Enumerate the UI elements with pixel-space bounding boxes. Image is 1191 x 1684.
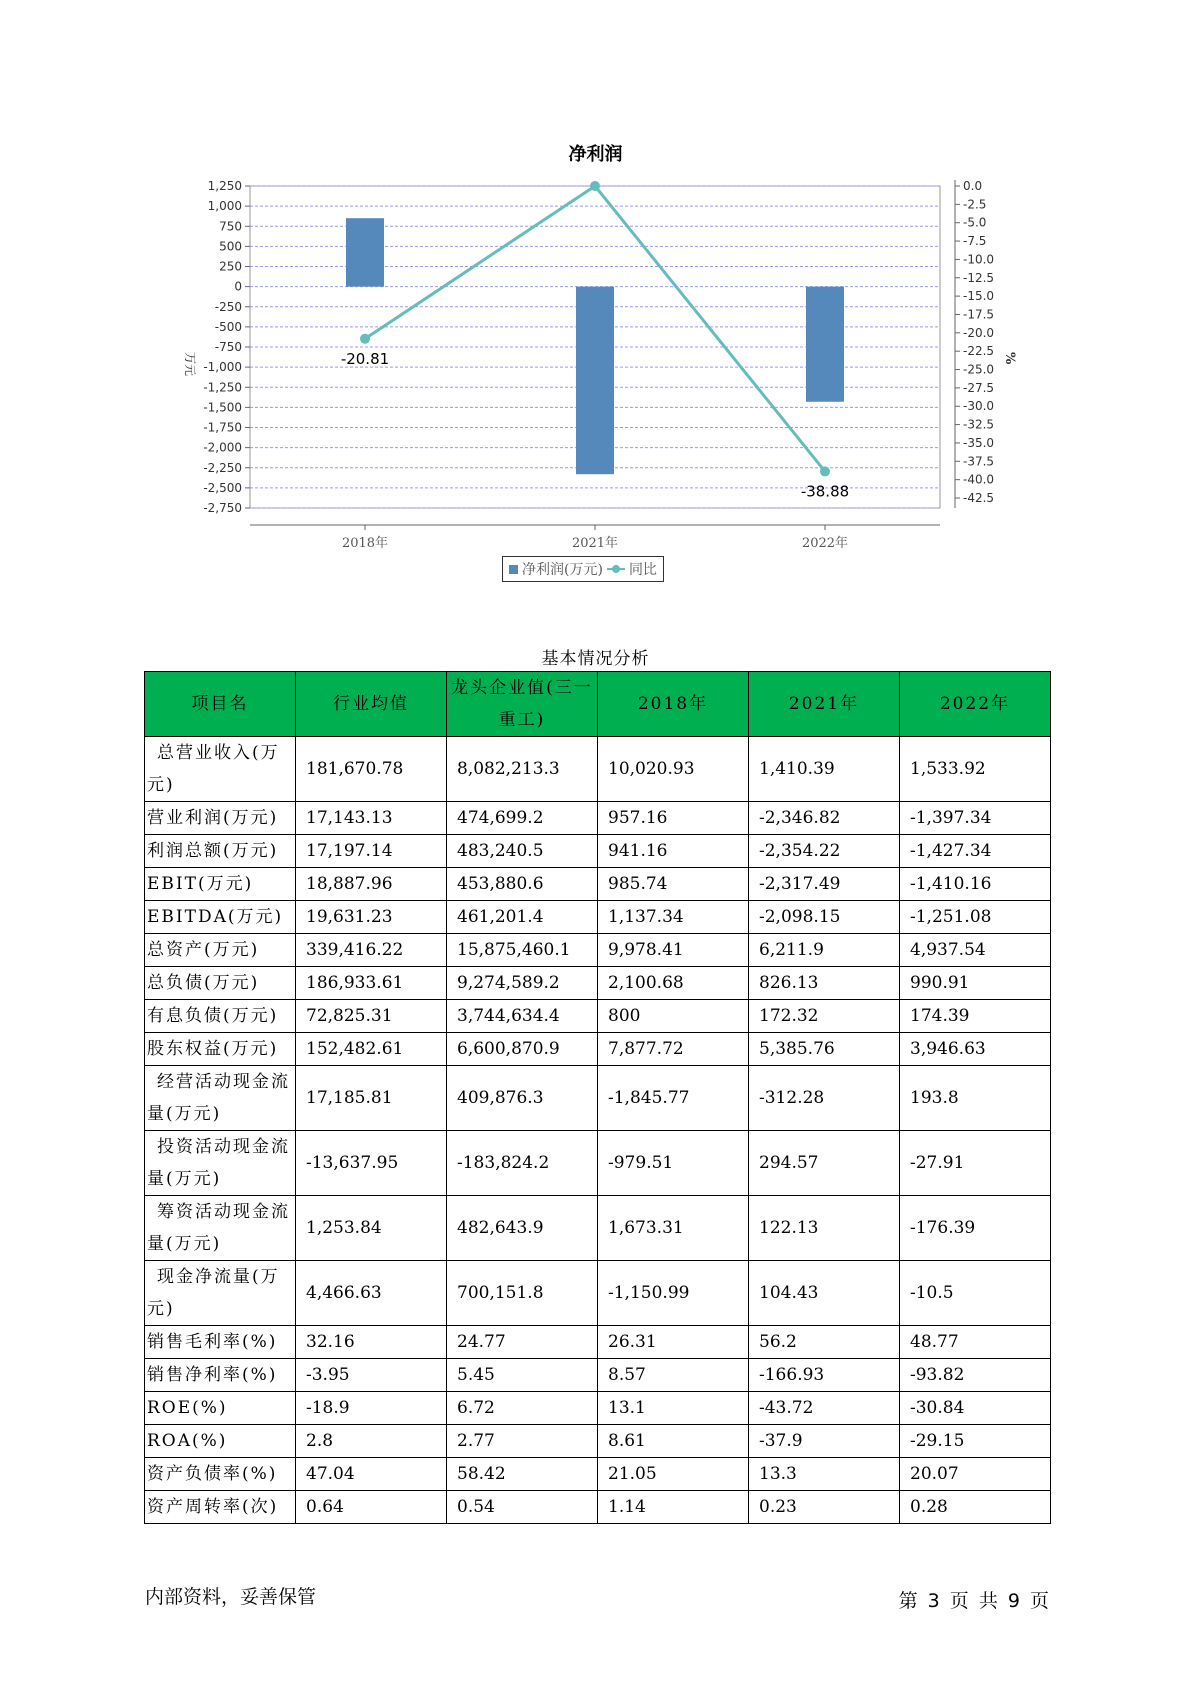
table-row [145,1033,1051,1066]
row-value: 17,143.13 [296,802,447,835]
table-row [145,1066,1051,1131]
row-label: 有息负债(万元) [145,1000,296,1033]
row-value: 13.3 [749,1458,900,1491]
row-label: 销售毛利率(%) [145,1326,296,1359]
row-label: 筹资活动现金流量(万元) [145,1196,296,1261]
row-value: -30.84 [900,1392,1051,1425]
footer-page-number: 第 3 页 共 9 页 [898,1590,1049,1612]
y2-tick-label: -25.0 [963,362,995,377]
row-value: 9,274,589.2 [447,967,598,1000]
row-value: -18.9 [296,1392,447,1425]
row-value: -1,397.34 [900,802,1051,835]
row-value: 1,533.92 [900,737,1051,802]
yoy-data-label: -20.81 [340,349,390,368]
y2-tick-label: -7.5 [963,234,987,249]
y2-tick-label: -27.5 [963,380,995,395]
row-label: 总营业收入(万元) [145,737,296,802]
row-value: -27.91 [900,1131,1051,1196]
row-value: 985.74 [598,868,749,901]
y-axis-title: 万元 [183,352,197,377]
row-value: -37.9 [749,1425,900,1458]
row-value: -176.39 [900,1196,1051,1261]
net-profit-bar [806,287,844,402]
row-value: 294.57 [749,1131,900,1196]
header-2021: 2021年 [749,672,900,737]
table-row [145,1491,1051,1524]
legend-line-label: 同比 [628,562,657,578]
row-value: 482,643.9 [447,1196,598,1261]
row-value: 8.61 [598,1425,749,1458]
table-row [145,1326,1051,1359]
row-value: 18,887.96 [296,868,447,901]
row-value: 17,197.14 [296,835,447,868]
legend-bar-swatch [509,565,518,574]
row-value: -1,150.99 [598,1261,749,1326]
table-title: 基本情况分析 [541,649,650,669]
row-value: -312.28 [749,1066,900,1131]
row-label: 营业利润(万元) [145,802,296,835]
row-value: 122.13 [749,1196,900,1261]
row-value: 152,482.61 [296,1033,447,1066]
table-row [145,868,1051,901]
row-value: 5.45 [447,1359,598,1392]
y-tick-label: -1,500 [203,400,242,415]
row-value: 10,020.93 [598,737,749,802]
table-row [145,1131,1051,1196]
chart-title: 净利润 [568,144,623,165]
row-value: -93.82 [900,1359,1051,1392]
row-label: 总资产(万元) [145,934,296,967]
row-value: -3.95 [296,1359,447,1392]
y2-tick-label: 0.0 [963,179,983,193]
table-row [145,967,1051,1000]
row-value: 48.77 [900,1326,1051,1359]
row-value: -979.51 [598,1131,749,1196]
row-value: 6,211.9 [749,934,900,967]
y-tick-label: -2,750 [203,501,242,515]
row-value: 4,937.54 [900,934,1051,967]
row-value: 474,699.2 [447,802,598,835]
y-tick-label: -2,000 [203,440,242,455]
row-value: 0.23 [749,1491,900,1524]
row-value: 6.72 [447,1392,598,1425]
row-value: 72,825.31 [296,1000,447,1033]
row-value: 1,137.34 [598,901,749,934]
row-value: -1,427.34 [900,835,1051,868]
y-tick-label: 250 [219,259,242,274]
y2-tick-label: -20.0 [963,325,995,340]
yoy-point [360,334,370,344]
y2-tick-label: -35.0 [963,435,995,450]
row-value: -1,410.16 [900,868,1051,901]
row-value: 7,877.72 [598,1033,749,1066]
y2-axis-title: % [1002,352,1017,365]
legend-bar-label: 净利润(万元) [522,562,603,578]
y2-tick-label: -10.0 [963,252,995,267]
row-value: 2.8 [296,1425,447,1458]
row-value: 1,253.84 [296,1196,447,1261]
row-value: 8,082,213.3 [447,737,598,802]
row-value: 990.91 [900,967,1051,1000]
row-value: 0.64 [296,1491,447,1524]
row-value: 941.16 [598,835,749,868]
row-value: 700,151.8 [447,1261,598,1326]
row-value: -43.72 [749,1392,900,1425]
row-label: 资产负债率(%) [145,1458,296,1491]
row-label: 销售净利率(%) [145,1359,296,1392]
row-value: 409,876.3 [447,1066,598,1131]
row-value: 186,933.61 [296,967,447,1000]
table-row [145,1392,1051,1425]
table-row [145,1359,1051,1392]
header-leader: 龙头企业值(三一重工) [447,672,598,737]
row-value: 3,946.63 [900,1033,1051,1066]
row-label: 总负债(万元) [145,967,296,1000]
row-value: -183,824.2 [447,1131,598,1196]
row-value: 24.77 [447,1326,598,1359]
row-value: 15,875,460.1 [447,934,598,967]
table-row [145,1425,1051,1458]
row-value: 2.77 [447,1425,598,1458]
x-tick-label: 2018年 [341,536,389,551]
y2-tick-label: -5.0 [963,215,987,230]
row-value: 5,385.76 [749,1033,900,1066]
row-value: 172.32 [749,1000,900,1033]
row-value: -2,098.15 [749,901,900,934]
y-tick-label: -250 [214,299,242,314]
row-label: EBITDA(万元) [145,901,296,934]
legend-line-swatch [607,564,625,574]
row-value: 826.13 [749,967,900,1000]
table-body [145,737,1051,1524]
row-value: 20.07 [900,1458,1051,1491]
y-tick-label: -500 [214,319,242,334]
row-value: 6,600,870.9 [447,1033,598,1066]
y2-tick-label: -42.5 [963,491,995,505]
table-row [145,1458,1051,1491]
row-value: 17,185.81 [296,1066,447,1131]
y2-tick-label: -40.0 [963,472,995,487]
table-row [145,835,1051,868]
row-value: 339,416.22 [296,934,447,967]
row-value: 193.8 [900,1066,1051,1131]
net-profit-bar [576,287,614,475]
row-label: EBIT(万元) [145,868,296,901]
row-value: 1,410.39 [749,737,900,802]
row-label: ROA(%) [145,1425,296,1458]
row-value: 26.31 [598,1326,749,1359]
row-value: 3,744,634.4 [447,1000,598,1033]
y-tick-label: 0 [234,279,242,294]
row-label: 现金净流量(万元) [145,1261,296,1326]
yoy-data-label: -38.88 [800,482,850,501]
row-value: 483,240.5 [447,835,598,868]
y-tick-label: 750 [219,219,242,234]
row-label: 资产周转率(次) [145,1491,296,1524]
row-value: -166.93 [749,1359,900,1392]
y2-tick-label: -37.5 [963,454,995,469]
table-row [145,934,1051,967]
y-tick-label: 1,000 [207,199,242,214]
row-value: 2,100.68 [598,967,749,1000]
row-value: 19,631.23 [296,901,447,934]
row-value: 32.16 [296,1326,447,1359]
row-value: 13.1 [598,1392,749,1425]
row-value: 453,880.6 [447,868,598,901]
y-tick-label: -1,000 [203,360,242,375]
y-tick-label: -1,750 [203,420,242,435]
table-row [145,1196,1051,1261]
row-value: 0.54 [447,1491,598,1524]
y2-tick-label: -32.5 [963,417,995,432]
table-row [145,802,1051,835]
y-tick-label: -2,250 [203,460,242,475]
row-value: 1,673.31 [598,1196,749,1261]
row-value: -29.15 [900,1425,1051,1458]
row-value: 957.16 [598,802,749,835]
row-label: 股东权益(万元) [145,1033,296,1066]
row-value: 8.57 [598,1359,749,1392]
yoy-point [590,181,600,191]
table-row [145,901,1051,934]
row-value: 47.04 [296,1458,447,1491]
row-value: -10.5 [900,1261,1051,1326]
y2-tick-label: -12.5 [963,270,995,285]
row-value: 9,978.41 [598,934,749,967]
row-value: 181,670.78 [296,737,447,802]
row-value: 0.28 [900,1491,1051,1524]
y2-tick-label: -30.0 [963,399,995,414]
row-value: -2,354.22 [749,835,900,868]
net-profit-chart [0,0,1191,620]
row-value: 800 [598,1000,749,1033]
row-value: 4,466.63 [296,1261,447,1326]
footer-confidential: 内部资料，妥善保管 [145,1586,317,1608]
table-header-row [145,672,1051,737]
y-tick-label: -1,250 [203,380,242,395]
row-value: 1.14 [598,1491,749,1524]
header-2018: 2018年 [598,672,749,737]
table-row [145,737,1051,802]
y2-tick-label: -22.5 [963,344,995,359]
row-value: 104.43 [749,1261,900,1326]
x-tick-label: 2021年 [571,536,619,551]
row-value: -1,845.77 [598,1066,749,1131]
yoy-point [820,466,830,476]
row-value: -2,346.82 [749,802,900,835]
header-2022: 2022年 [900,672,1051,737]
row-value: 174.39 [900,1000,1051,1033]
y2-tick-label: -17.5 [963,307,995,322]
row-value: -1,251.08 [900,901,1051,934]
table-row [145,1261,1051,1326]
table-row [145,1000,1051,1033]
y-tick-label: -2,500 [203,480,242,495]
net-profit-bar [346,218,384,286]
header-industry-avg: 行业均值 [296,672,447,737]
row-label: ROE(%) [145,1392,296,1425]
y-tick-label: -750 [214,340,242,354]
row-value: -13,637.95 [296,1131,447,1196]
chart-legend [502,556,664,582]
y2-tick-label: -15.0 [963,289,995,304]
analysis-table [144,671,1051,1524]
row-label: 利润总额(万元) [145,835,296,868]
row-value: -2,317.49 [749,868,900,901]
y-tick-label: 500 [219,239,242,254]
row-label: 投资活动现金流量(万元) [145,1131,296,1196]
y-tick-label: 1,250 [207,179,242,193]
row-value: 58.42 [447,1458,598,1491]
row-value: 461,201.4 [447,901,598,934]
y2-tick-label: -2.5 [963,197,987,212]
row-label: 经营活动现金流量(万元) [145,1066,296,1131]
row-value: 21.05 [598,1458,749,1491]
row-value: 56.2 [749,1326,900,1359]
header-item-name: 项目名 [145,672,296,737]
x-tick-label: 2022年 [801,536,849,551]
